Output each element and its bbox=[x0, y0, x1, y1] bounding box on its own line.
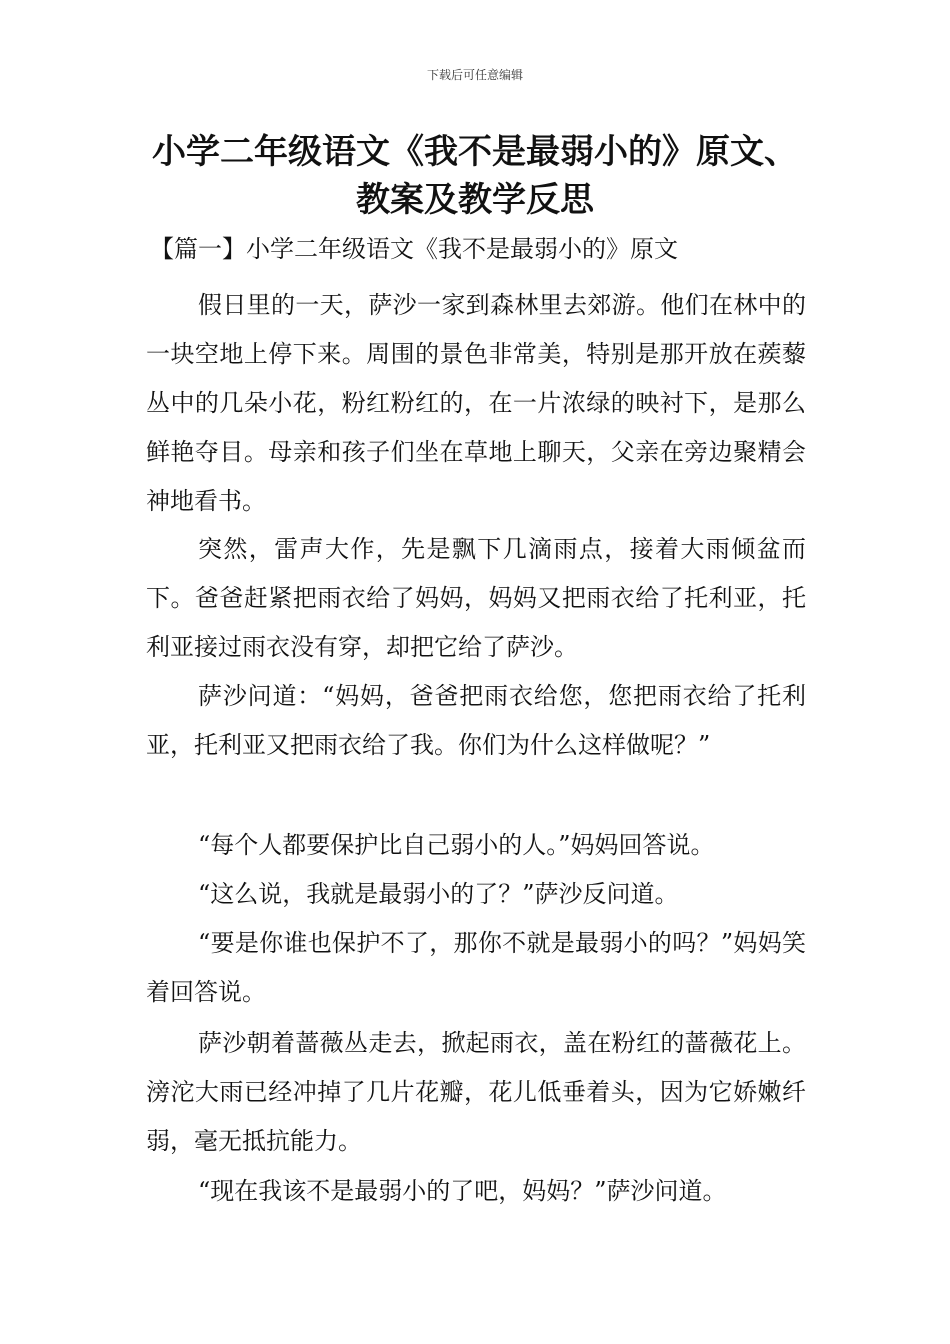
paragraph-4: “每个人都要保护比自己弱小的人。”妈妈回答说。 bbox=[198, 831, 715, 859]
paragraph-8: “现在我该不是最弱小的了吧，妈妈？”萨沙问道。 bbox=[198, 1177, 727, 1205]
document-title bbox=[60, 128, 890, 224]
section-heading: 【篇一】小学二年级语文《我不是最弱小的》原文 bbox=[150, 235, 678, 263]
paragraph-3: 萨沙问道：“妈妈，爸爸把雨衣给您，您把雨衣给了托利亚，托利亚又把雨衣给了我。你们为什么这样做呢？” bbox=[146, 682, 806, 759]
title-line-2: 教案及教学反思 bbox=[356, 180, 594, 220]
title-line-1: 小学二年级语文《我不是最弱小的》原文、 bbox=[152, 132, 798, 172]
paragraph-6: “要是你谁也保护不了，那你不就是最弱小的吗？”妈妈笑着回答说。 bbox=[146, 929, 806, 1006]
header-note: 下载后可任意编辑 bbox=[426, 68, 523, 82]
paragraph-7: 萨沙朝着蔷薇丛走去，掀起雨衣，盖在粉红的蔷薇花上。滂沱大雨已经冲掉了几片花瓣，花儿低垂着头，因为它娇嫩纤弱，毫无抵抗能力。 bbox=[146, 1029, 806, 1155]
paragraph-5: “这么说，我就是最弱小的了？”萨沙反问道。 bbox=[198, 880, 679, 908]
paragraph-1: 假日里的一天，萨沙一家到森林里去郊游。他们在林中的一块空地上停下来。周围的景色非常美，特别是那开放在蒺藜丛中的几朵小花，粉红粉红的，在一片浓绿的映衬下，是那么鲜艳夺目。母亲和孩子们坐在草地上聊天，父亲在旁边聚精会神地看书。 bbox=[146, 291, 806, 515]
paragraph-2: 突然，雷声大作，先是飘下几滴雨点，接着大雨倾盆而下。爸爸赶紧把雨衣给了妈妈，妈妈又把雨衣给了托利亚，托利亚接过雨衣没有穿，却把它给了萨沙。 bbox=[146, 535, 806, 661]
